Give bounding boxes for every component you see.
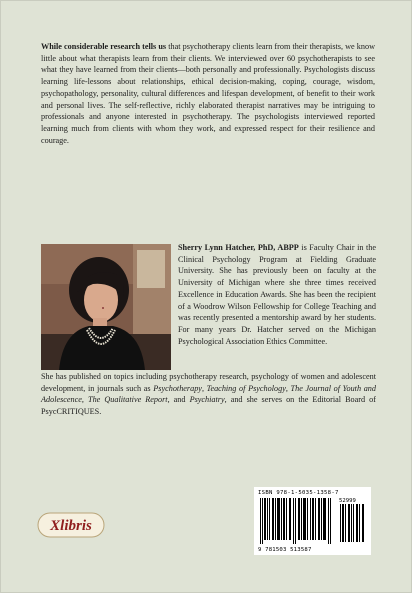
- journal-name: Psychotherapy: [153, 383, 202, 393]
- addon-bars: [339, 504, 365, 542]
- blurb-body: that psychotherapy clients learn from their therapists, we know little about what therapists learn from their clients. We interviewed over 60 psychotherapists to see what they have learned from their clients—both personally and professionally. Psychologists discuss learning life-lessons about relationships, ethical decision-making, coping, courage, wisdom, psychopathology, personality, cultural differences and lifespan development, of benefit to their work and personal lives. The self-reflective, richly elaborated therapist narratives may be intriguing to professionals and anyone interested in psychotherapy. The psychologists interviewed reported learning much from clients with whom they work, and expressed respect for their resilience and courage.: [41, 42, 376, 145]
- author-bio-publications: [41, 371, 376, 418]
- addon-digits: 52999: [339, 498, 356, 504]
- blurb-lead: While considerable research tells us: [41, 42, 167, 51]
- author-bio-part1: is Faculty Chair in the Clinical Psychology Program at Fielding Graduate University. She has previously been on faculty at the University of Michigan where she three times received Excellence in Education Awards. She has been the recipient of a Woodrow Wilson Fellowship for College Teaching and was recently presented a mentorship award by her students. For many years Dr. Hatcher served on the Michigan Psychological Association Ethics Committee.: [178, 243, 376, 346]
- journal-name: The Journal of Youth and Adolescence: [41, 383, 376, 405]
- separator: ,: [81, 395, 89, 405]
- barcode-bars: [258, 498, 336, 544]
- barcode-row: [258, 498, 367, 547]
- journal-name: Teaching of Psychology: [206, 383, 286, 393]
- publisher-logo-text: Xlibris: [50, 518, 92, 534]
- book-blurb: [41, 41, 375, 146]
- separator: , and: [167, 395, 190, 405]
- isbn-barcode: [254, 487, 371, 555]
- publisher-logo: [37, 512, 105, 538]
- separator: ,: [201, 383, 207, 393]
- barcode-digits: 9 781503 513587: [258, 547, 312, 553]
- isbn-text: ISBN 978-1-5035-1358-7: [258, 490, 339, 496]
- bio-text-b: , and she serves on the Editorial Board of PsycCRITIQUES.: [41, 395, 376, 417]
- author-bio-beside-photo: [178, 242, 376, 347]
- journal-name: Psychiatry: [189, 395, 225, 405]
- author-photo: [41, 244, 171, 370]
- separator: ,: [285, 383, 291, 393]
- author-name: Sherry Lynn Hatcher, PhD, ABPP: [178, 243, 299, 252]
- barcode-addon: [339, 498, 365, 547]
- bio-text-a: She has published on topics including psychotherapy research, psychology of women and adolescent development, in journals such as: [41, 372, 376, 393]
- journal-name: The Qualitative Report: [88, 395, 168, 405]
